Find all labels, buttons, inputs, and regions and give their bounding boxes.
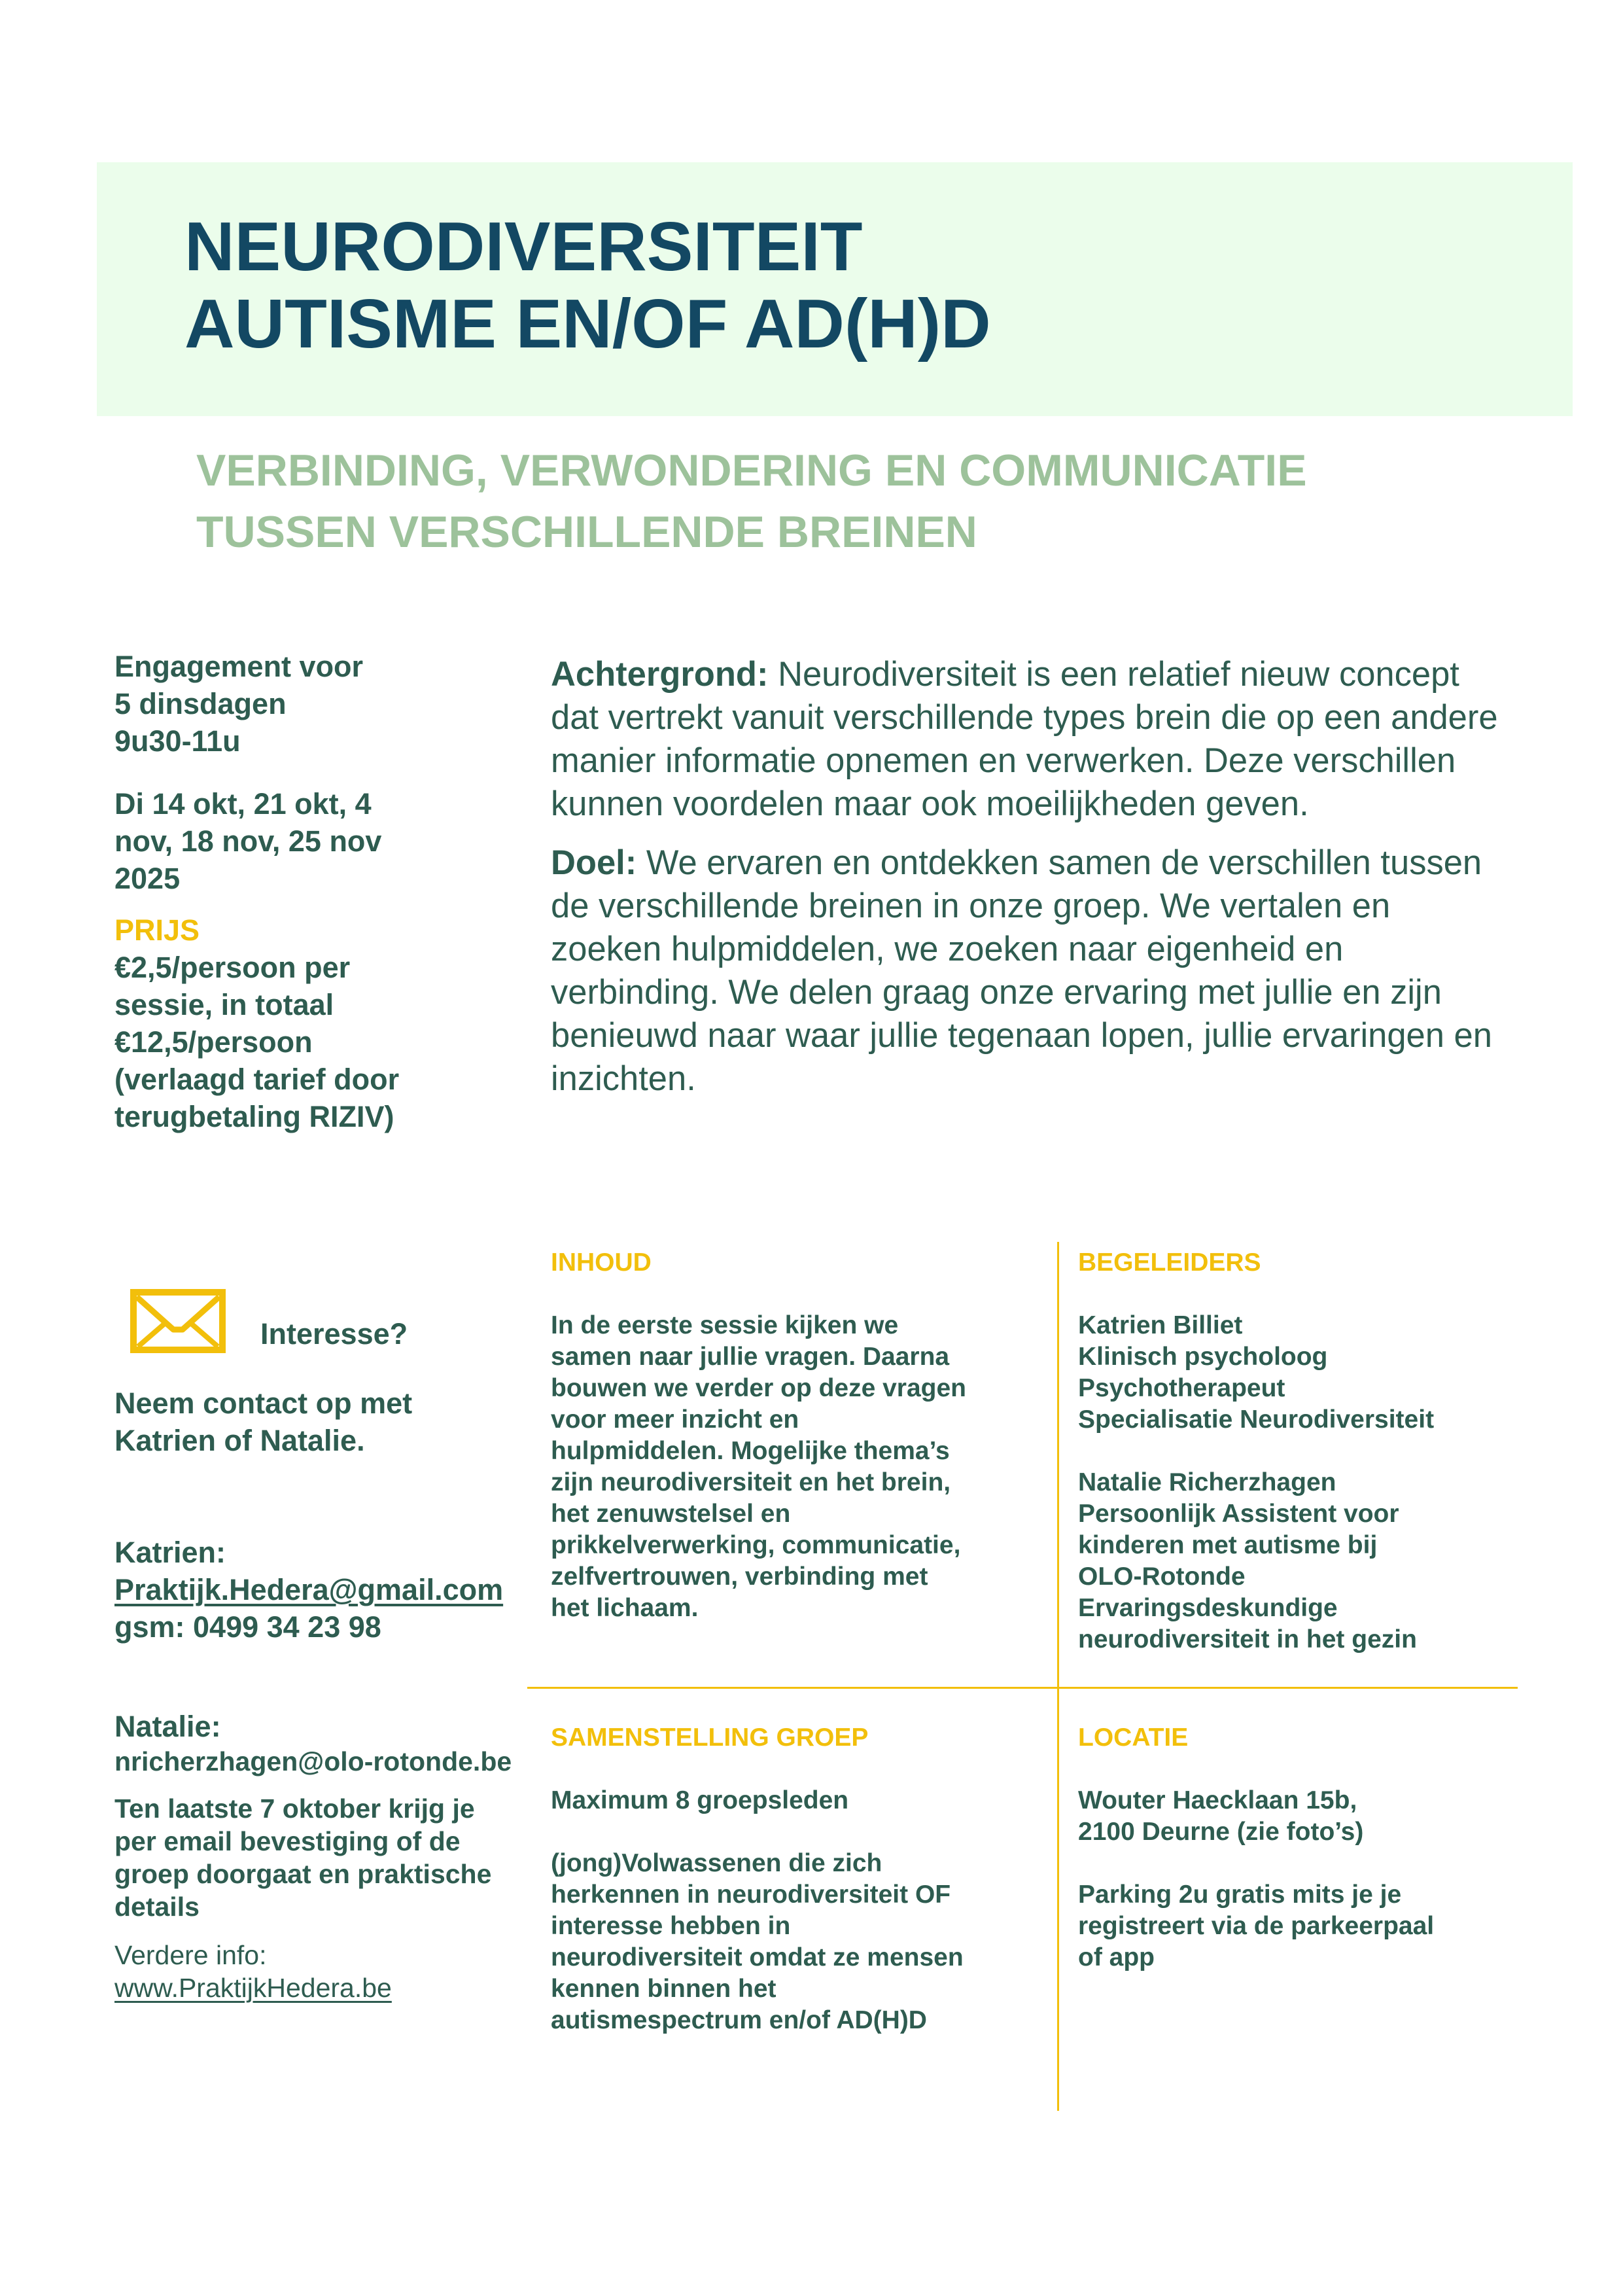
- background-text: Neurodiversiteit is een relatief nieuw concept dat vertrekt vanuit verschillende types brein die op een andere manier informatie opnemen en verwerken. Deze verschillen kunnen voordelen maar ook moeilijkheden geven.: [551, 655, 1498, 823]
- contact-intro-line: Neem contact op met: [114, 1386, 413, 1420]
- section-locatie: [1078, 1722, 1536, 1973]
- confirmation-line: groep doorgaat en praktische: [114, 1859, 492, 1889]
- section-line: Ervaringsdeskundige: [1078, 1594, 1338, 1622]
- section-title: SAMENSTELLING GROEP: [551, 1723, 869, 1752]
- price-line: (verlaagd tarief door: [114, 1063, 400, 1096]
- section-line: (jong)Volwassenen die zich: [551, 1849, 882, 1877]
- section-line: of app: [1078, 1943, 1155, 1971]
- confirmation-line: per email bevestiging of de: [114, 1826, 461, 1856]
- schedule-line: Engagement voor: [114, 650, 364, 683]
- confirmation-line: Ten laatste 7 oktober krijg je: [114, 1793, 475, 1824]
- confirmation-line: details: [114, 1892, 200, 1922]
- section-line: samen naar jullie vragen. Daarna: [551, 1343, 950, 1371]
- price-line: sessie, in totaal: [114, 988, 334, 1021]
- section-title: LOCATIE: [1078, 1723, 1189, 1752]
- intro-block: [551, 653, 1499, 1116]
- price-label: PRIJS: [114, 913, 200, 947]
- section-line: prikkelverwerking, communicatie,: [551, 1531, 961, 1559]
- background-label: Achtergrond:: [551, 655, 769, 694]
- title-line-1: NEURODIVERSITEIT: [184, 208, 863, 285]
- section-line: bouwen we verder op deze vragen: [551, 1374, 967, 1402]
- section-line: In de eerste sessie kijken we: [551, 1311, 899, 1339]
- section-line: zijn neurodiversiteit en het brein,: [551, 1468, 951, 1496]
- katrien-label: Katrien:: [114, 1536, 226, 1569]
- katrien-phone: gsm: 0499 34 23 98: [114, 1610, 381, 1644]
- grid-divider-vertical: [1057, 1242, 1059, 2111]
- section-line: voor meer inzicht en: [551, 1405, 799, 1434]
- section-line: Maximum 8 groepsleden: [551, 1786, 849, 1814]
- section-line: autismespectrum en/of AD(H)D: [551, 2006, 927, 2034]
- section-line: 2100 Deurne (zie foto’s): [1078, 1818, 1364, 1846]
- price-line: terugbetaling RIZIV): [114, 1100, 394, 1133]
- background-paragraph: [551, 653, 1499, 826]
- schedule-line: 9u30-11u: [114, 724, 241, 758]
- dates-line: nov, 18 nov, 25 nov: [114, 824, 382, 858]
- section-line: het lichaam.: [551, 1594, 699, 1622]
- schedule-line: 5 dinsdagen: [114, 687, 287, 720]
- section-begeleiders: [1078, 1247, 1536, 1655]
- section-line: herkennen in neurodiversiteit OF: [551, 1881, 951, 1909]
- goal-paragraph: [551, 841, 1499, 1101]
- contact-block: [114, 1385, 546, 1646]
- natalie-label: Natalie:: [114, 1710, 221, 1743]
- section-title: BEGELEIDERS: [1078, 1248, 1261, 1277]
- dates-line: 2025: [114, 862, 181, 895]
- title-line-2: AUTISME EN/OF AD(H)D: [184, 285, 991, 362]
- section-line: hulpmiddelen. Mogelijke thema’s: [551, 1437, 950, 1465]
- katrien-email-link[interactable]: Praktijk.Hedera@gmail.com: [114, 1573, 504, 1606]
- grid-divider-horizontal: [527, 1687, 1518, 1689]
- section-line: Wouter Haecklaan 15b,: [1078, 1786, 1357, 1814]
- section-line: het zenuwstelsel en: [551, 1500, 791, 1528]
- price-line: €2,5/persoon per: [114, 951, 351, 984]
- more-info-label: Verdere info:: [114, 1940, 267, 1970]
- section-line: zelfvertrouwen, verbinding met: [551, 1563, 928, 1591]
- section-samenstelling: [551, 1722, 1035, 2036]
- section-line: Katrien Billiet: [1078, 1311, 1243, 1339]
- section-line: Parking 2u gratis mits je je: [1078, 1881, 1402, 1909]
- goal-label: Doel:: [551, 843, 637, 882]
- website-link[interactable]: www.PraktijkHedera.be: [114, 1973, 392, 2003]
- section-inhoud: [551, 1247, 1035, 1624]
- section-line: registreert via de parkeerpaal: [1078, 1912, 1435, 1940]
- subtitle-line-1: VERBINDING, VERWONDERING EN COMMUNICATIE: [196, 446, 1307, 495]
- section-line: Specialisatie Neurodiversiteit: [1078, 1405, 1435, 1434]
- contact-intro-line: Katrien of Natalie.: [114, 1424, 365, 1457]
- section-line: neurodiversiteit in het gezin: [1078, 1625, 1417, 1653]
- section-line: neurodiversiteit omdat ze mensen: [551, 1943, 964, 1971]
- section-line: Persoonlijk Assistent voor: [1078, 1500, 1399, 1528]
- interest-label: Interesse?: [260, 1317, 408, 1351]
- section-line: Psychotherapeut: [1078, 1374, 1285, 1402]
- schedule-block: [114, 648, 520, 1135]
- section-line: Klinisch psycholoog: [1078, 1343, 1328, 1371]
- section-line: kinderen met autisme bij: [1078, 1531, 1378, 1559]
- envelope-icon: [130, 1289, 226, 1353]
- section-line: interesse hebben in: [551, 1912, 791, 1940]
- price-line: €12,5/persoon: [114, 1025, 313, 1059]
- subtitle-line-2: TUSSEN VERSCHILLENDE BREINEN: [196, 507, 977, 557]
- section-line: OLO-Rotonde: [1078, 1563, 1246, 1591]
- dates-line: Di 14 okt, 21 okt, 4: [114, 787, 372, 821]
- natalie-email[interactable]: nricherzhagen@olo-rotonde.be: [114, 1746, 512, 1776]
- page-subtitle: [196, 440, 1307, 563]
- section-line: Natalie Richerzhagen: [1078, 1468, 1336, 1496]
- page-title: [184, 208, 991, 362]
- natalie-block: [114, 1708, 546, 2004]
- section-title: INHOUD: [551, 1248, 652, 1277]
- section-line: kennen binnen het: [551, 1975, 777, 2003]
- goal-text: We ervaren en ontdekken samen de verschillen tussen de verschillende breinen in onze groep. We vertalen en zoeken hulpmiddelen, we zoeken naar eigenheid en verbinding. We delen graag onze ervaring met jullie en zijn benieuwd naar waar jullie tegenaan lopen, jullie ervaringen en inzichten.: [551, 843, 1492, 1098]
